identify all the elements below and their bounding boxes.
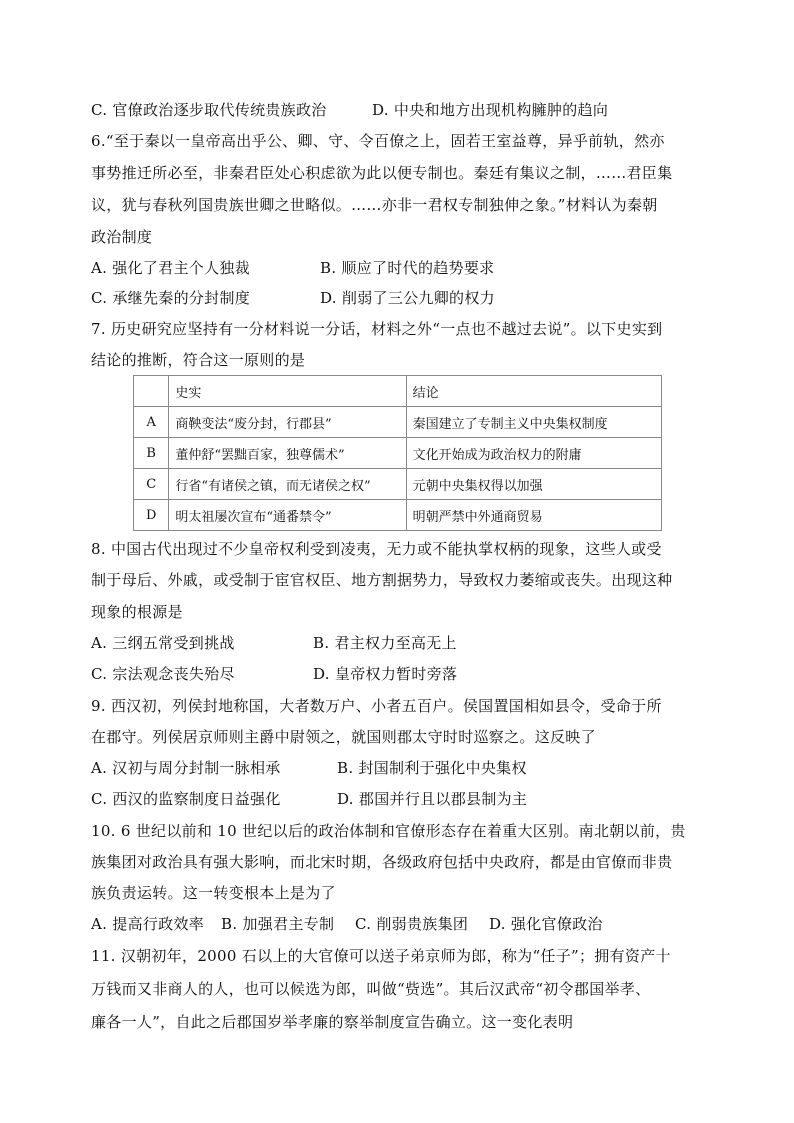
table-cell: 董仲舒“罢黜百家，独尊儒术” xyxy=(169,438,406,469)
table-header-cell: 史实 xyxy=(169,376,406,407)
q5-option-c: C. 官僚政治逐步取代传统贵族政治 xyxy=(91,101,327,119)
q8-option-b: B. 君主权力至高无上 xyxy=(313,634,457,652)
q6-option-d: D. 削弱了三公九卿的权力 xyxy=(320,289,495,307)
table-cell: 商鞅变法“废分封，行郡县” xyxy=(169,407,406,438)
q10-option-c: C. 削弱贵族集团 xyxy=(355,915,469,933)
table-cell: 行省“有诸侯之镇，而无诸侯之权” xyxy=(169,469,406,500)
table-row xyxy=(134,407,662,438)
table-header-row xyxy=(134,376,662,407)
table-row xyxy=(134,438,662,469)
q9-option-a: A. 汉初与周分封制一脉相承 xyxy=(91,759,281,777)
q10-option-d: D. 强化官僚政治 xyxy=(489,915,603,933)
table-cell: 元朝中央集权得以加强 xyxy=(406,469,661,500)
table-cell: A xyxy=(134,407,169,438)
q10-option-a: A. 提高行政效率 xyxy=(91,915,205,933)
q7-stem-line-2: 结论的推断，符合这一原则的是 xyxy=(91,351,306,369)
q8-option-d: D. 皇帝权力暂时旁落 xyxy=(313,665,458,683)
q11-stem-line-1: 11. 汉朝初年，2000 石以上的大官僚可以送子弟京师为郎，称为“任子”；拥有资产十 xyxy=(91,947,671,965)
table-cell: 明太祖屡次宣布“通番禁令” xyxy=(169,500,406,531)
table-row xyxy=(134,500,662,531)
q7-facts-table xyxy=(133,375,662,531)
q10-stem-line-1: 10. 6 世纪以前和 10 世纪以后的政治体制和官僚形态存在着重大区别。南北朝以前，贵 xyxy=(91,822,686,840)
q9-stem-line-1: 9. 西汉初，列侯封地称国，大者数万户、小者五百户。侯国置国相如县令，受命于所 xyxy=(91,697,662,715)
q11-stem-line-2: 万钱而又非商人的人，也可以候选为郎，叫做“赀选”。其后汉武帝“初令郡国举孝、 xyxy=(91,980,651,998)
q8-stem-line-2: 制于母后、外戚，或受制于宦官权臣、地方割据势力，导致权力萎缩或丧失。出现这种 xyxy=(91,571,673,589)
q10-stem-line-3: 族负责运转。这一转变根本上是为了 xyxy=(91,884,336,902)
q9-stem-line-2: 在郡守。列侯居京师则主爵中尉领之，就国则郡太守时时巡察之。这反映了 xyxy=(91,728,596,746)
q8-option-a: A. 三纲五常受到挑战 xyxy=(91,634,235,652)
q6-option-c: C. 承继先秦的分封制度 xyxy=(91,289,251,307)
q9-option-d: D. 郡国并行且以郡县制为主 xyxy=(337,790,528,808)
q8-stem-line-1: 8. 中国古代出现过不少皇帝权利受到凌夷，无力或不能执掌权柄的现象，这些人或受 xyxy=(91,540,662,558)
table-cell: 明朝严禁中外通商贸易 xyxy=(406,500,661,531)
q6-stem-line-3: 议，犹与春秋列国贵族世卿之世略似。……亦非一君权专制独伸之象。”材料认为秦朝 xyxy=(91,196,658,214)
table-cell: 文化开始成为政治权力的附庸 xyxy=(406,438,661,469)
q6-stem-line-1: 6.“至于秦以一皇帝高出乎公、卿、守、令百僚之上，固若王室益尊，异乎前轨，然亦 xyxy=(91,132,665,150)
q6-stem-line-4: 政治制度 xyxy=(91,228,153,246)
q7-stem-line-1: 7. 历史研究应坚持有一分材料说一分话，材料之外“一点也不越过去说”。以下史实到 xyxy=(91,320,663,338)
table-cell: C xyxy=(134,469,169,500)
q5-option-d: D. 中央和地方出现机构臃肿的趋向 xyxy=(372,101,609,119)
table-header-cell: 结论 xyxy=(406,376,661,407)
q11-stem-line-3: 廉各一人”，自此之后郡国岁举孝廉的察举制度宣告确立。这一变化表明 xyxy=(91,1013,574,1031)
q6-option-a: A. 强化了君主个人独裁 xyxy=(91,259,250,277)
q8-stem-line-3: 现象的根源是 xyxy=(91,603,183,621)
q10-option-b: B. 加强君主专制 xyxy=(221,915,335,933)
table-cell: 秦国建立了专制主义中央集权制度 xyxy=(406,407,661,438)
q9-option-b: B. 封国制利于强化中央集权 xyxy=(337,759,527,777)
table-row xyxy=(134,469,662,500)
q9-option-c: C. 西汉的监察制度日益强化 xyxy=(91,790,281,808)
q6-option-b: B. 顺应了时代的趋势要求 xyxy=(320,259,495,277)
q10-stem-line-2: 族集团对政治具有强大影响，而北宋时期，各级政府包括中央政府，都是由官僚而非贵 xyxy=(91,853,673,871)
table-header-cell xyxy=(134,376,169,407)
table-cell: B xyxy=(134,438,169,469)
table-cell: D xyxy=(134,500,169,531)
q8-option-c: C. 宗法观念丧失殆尽 xyxy=(91,665,235,683)
q6-stem-line-2: 事势推迁所必至，非秦君臣处心积虑欲为此以便专制也。秦廷有集议之制，……君臣集 xyxy=(91,164,673,182)
